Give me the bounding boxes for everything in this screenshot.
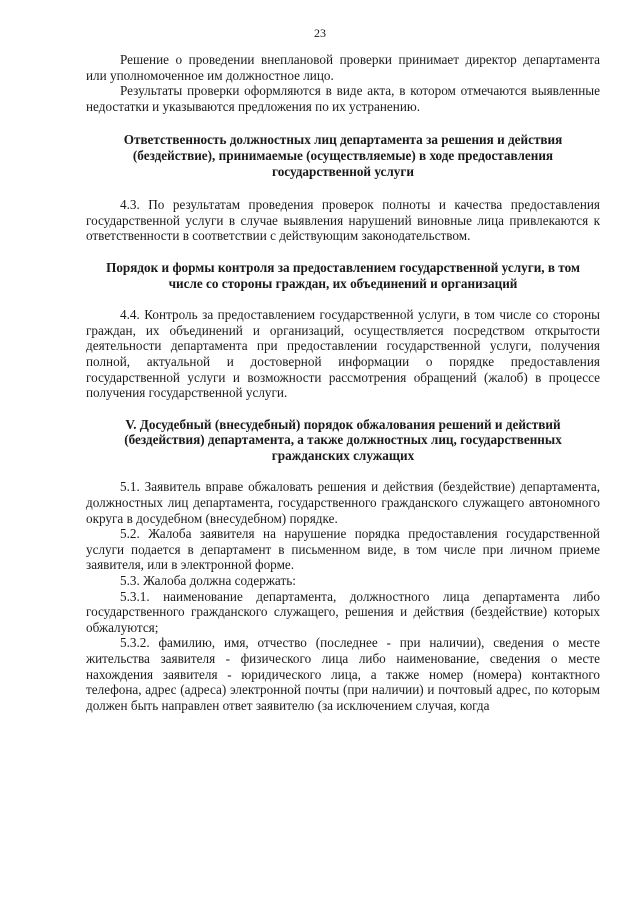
paragraph-unscheduled-inspection-decision: Решение о проведении внеплановой проверки принимает директор департамента или уполномоченное им должностное лицо. [86, 52, 600, 83]
section-heading-control-procedure: Порядок и формы контроля за предоставлением государственной услуги, в том числе со стороны граждан, их объединений и организаций [106, 259, 580, 291]
paragraph-5-3-1: 5.3.1. наименование департамента, должностного лица департамента либо государственного гражданского служащего, решения и действия (бездействие) которых обжалуются; [86, 588, 600, 635]
section-heading-officials-responsibility: Ответственность должностных лиц департамента за решения и действия (бездействие), принимаемые (осуществляемые) в ходе предоставления государственной услуги [123, 132, 563, 179]
paragraph-5-1: 5.1. Заявитель вправе обжаловать решения и действия (бездействие) департамента, должностных лиц департамента, государственного гражданского служащего автономного округа в досудебном (внесудебном) порядке. [86, 479, 600, 526]
section-heading-pretrial-appeal: V. Досудебный (внесудебный) порядок обжалования решений и действий (бездействия) департамента, а также должностных лиц, государственных гражданских служащих [124, 416, 562, 463]
page-number: 23 [314, 26, 326, 40]
paragraph-4-3: 4.3. По результатам проведения проверок полноты и качества предоставления государственной услуги в случае выявления нарушений виновные лица привлекаются к ответственности в соответствии с действующим законодательством. [86, 197, 600, 244]
paragraph-5-3-2: 5.3.2. фамилию, имя, отчество (последнее - при наличии), сведения о месте жительства заявителя - физического лица либо наименование, сведения о месте нахождения заявителя - юридического лица, а также номер (номера) контактного телефона, адрес (адреса) электронной почты (при наличии) и почтовый адрес, по которым должен быть направлен ответ заявителю (за исключением случая, когда [86, 635, 600, 713]
paragraph-5-3: 5.3. Жалоба должна содержать: [120, 573, 296, 589]
page-body [86, 52, 600, 713]
paragraph-4-4: 4.4. Контроль за предоставлением государственной услуги, в том числе со стороны граждан, их объединений и организаций, осуществляется посредством открытости деятельности департамента при предоставлении государственной услуги, получения полной, актуальной и достоверной информации о порядке предоставления государственной услуги и возможности рассмотрения обращений (жалоб) в процессе получения государственной услуги. [86, 307, 600, 401]
paragraph-inspection-results: Результаты проверки оформляются в виде акта, в котором отмечаются выявленные недостатки и указываются предложения по их устранению. [86, 83, 600, 114]
paragraph-5-2: 5.2. Жалоба заявителя на нарушение порядка предоставления государственной услуги подается в департамент в письменном виде, в том числе при личном приеме заявителя, или в электронной форме. [86, 526, 600, 573]
